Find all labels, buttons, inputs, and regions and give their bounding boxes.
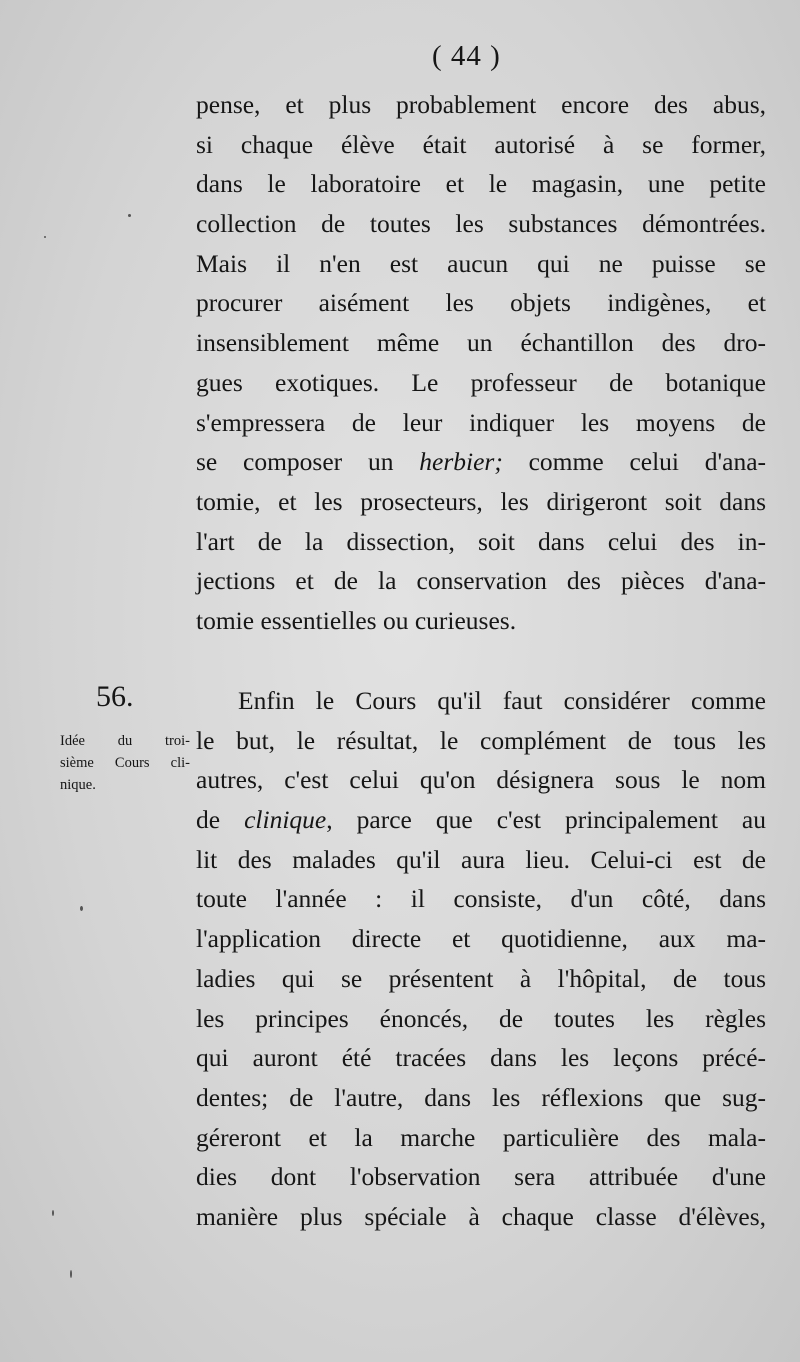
text-line: ladies qui se présentent à l'hôpital, de tous <box>196 963 766 993</box>
text-line: dans le laboratoire et le magasin, une petite <box>196 169 766 199</box>
paragraph-1 <box>196 85 766 641</box>
text-segment: de <box>196 805 221 835</box>
text-line: dentes; de l'autre, dans les réflexions que sug- <box>196 1082 766 1112</box>
text-line: dies dont l'observation sera attribuée d'une <box>196 1162 766 1192</box>
text-line: si chaque élève était autorisé à se former, <box>196 129 766 159</box>
text-segment: se composer un <box>196 447 394 477</box>
italic-term: clinique <box>244 805 327 835</box>
text-line: pense, et plus probablement encore des abus, <box>196 90 766 119</box>
text-line: tomie, et les prosecteurs, les dirigeront soit dans <box>196 486 766 516</box>
text-line: l'art de la dissection, soit dans celui des in- <box>196 526 766 556</box>
text-line: gues exotiques. Le professeur de botanique <box>196 367 766 397</box>
text-line-with-italic <box>196 800 766 840</box>
text-segment: , parce que c'est principalement au <box>326 805 767 835</box>
text-line: jections et de la conservation des pièces d'ana- <box>196 566 766 596</box>
page-number: ( 44 ) <box>432 40 501 72</box>
text-line: Enfin le Cours qu'il faut considérer comme <box>238 686 766 715</box>
text-line: Mais il n'en est aucun qui ne puisse se <box>196 248 766 278</box>
text-line: lit des malades qu'il aura lieu. Celui-ci est de <box>196 844 766 874</box>
text-line: les principes énoncés, de toutes les règles <box>196 1003 766 1033</box>
text-line: autres, c'est celui qu'on désignera sous le nom <box>196 765 766 795</box>
text-line: qui auront été tracées dans les leçons précé- <box>196 1043 766 1073</box>
paragraph-2 <box>196 681 766 1237</box>
text-line: géreront et la marche particulière des mala- <box>196 1122 766 1152</box>
margin-note <box>60 730 190 796</box>
speck <box>128 214 131 217</box>
text-line: collection de toutes les substances démontrées. <box>196 209 766 239</box>
text-line: manière plus spéciale à chaque classe d'élèves, <box>196 1201 766 1231</box>
text-line-with-italic <box>196 442 766 482</box>
text-line: l'application directe et quotidienne, aux ma- <box>196 924 766 954</box>
speck <box>70 1270 72 1278</box>
text-line: procurer aisément les objets indigènes, et <box>196 288 766 318</box>
speck <box>44 236 46 238</box>
section-number: 56. <box>96 680 134 713</box>
speck <box>80 906 83 911</box>
margin-note-line: sième Cours cli- <box>60 755 190 771</box>
text-line: le but, le résultat, le complément de tous les <box>196 725 766 755</box>
text-line: s'empressera de leur indiquer les moyens de <box>196 407 766 437</box>
text-segment: comme celui d'ana- <box>528 447 767 477</box>
text-line: toute l'année : il consiste, d'un côté, dans <box>196 884 766 914</box>
margin-note-line: nique. <box>60 777 96 793</box>
italic-term: herbier; <box>419 447 503 477</box>
text-line: tomie essentielles ou curieuses. <box>196 605 517 635</box>
text-line: insensiblement même un échantillon des dro- <box>196 328 766 358</box>
speck <box>52 1210 54 1216</box>
margin-note-line: Idée du troi- <box>60 733 190 749</box>
